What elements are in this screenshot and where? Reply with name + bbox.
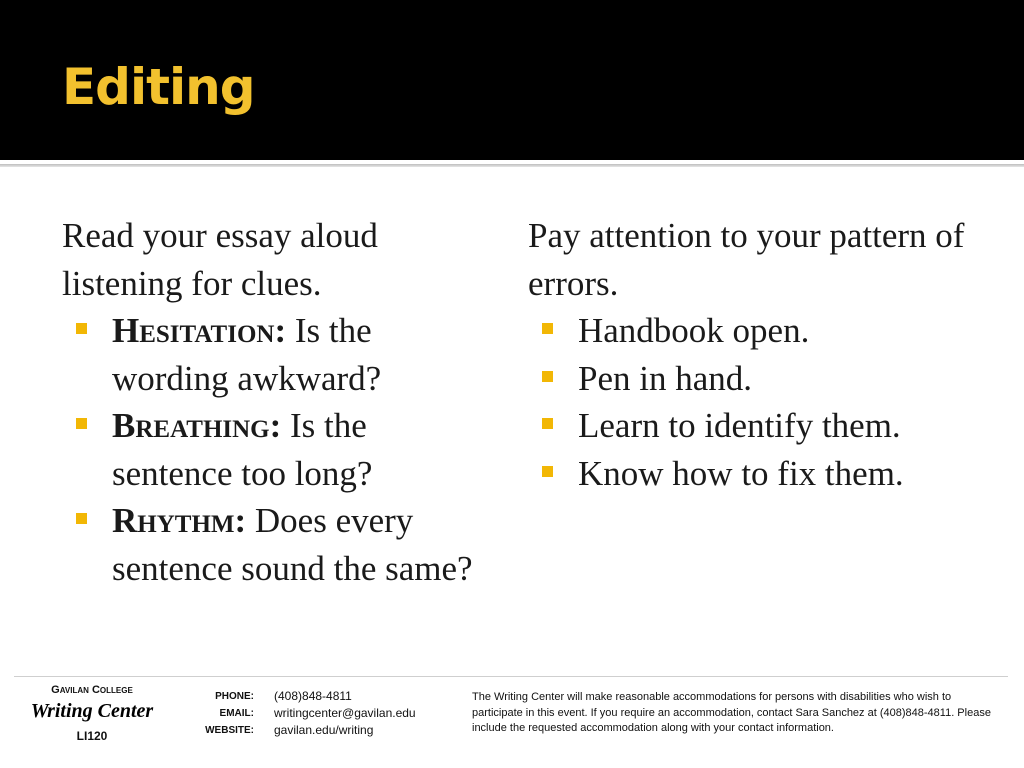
phone-label: PHONE: [215, 691, 254, 702]
list-item [528, 402, 988, 450]
right-column [528, 212, 988, 497]
left-lead-text: Read your essay aloud listening for clues. [62, 216, 378, 303]
left-column [62, 212, 482, 592]
square-bullet-icon [76, 418, 87, 429]
bullet-text: Know how to fix them. [578, 453, 904, 493]
writing-center-logo: Writing Center [30, 700, 154, 722]
list-item [62, 307, 482, 402]
accommodation-disclaimer: The Writing Center will make reasonable accommodations for persons with disabilities who wish to participate in this event. If you require an accommodation, contact Sara Sanchez at (408)848-4811. Please include the requested accommodation along with your contact information. [472, 691, 991, 734]
list-item [62, 497, 482, 592]
college-name: Gavilan College [51, 684, 133, 696]
bullet-text: Does every sentence sound the same? [112, 501, 473, 588]
list-item [528, 450, 988, 498]
bullet-text: Pen in hand. [578, 358, 753, 398]
square-bullet-icon [542, 323, 553, 334]
room-number: LI120 [76, 729, 108, 743]
bullet-text: Is the sentence too long? [112, 406, 373, 493]
contact-info [180, 688, 416, 739]
phone-value: (408)848-4811 [274, 689, 352, 703]
footer-divider [14, 676, 1008, 677]
website-row [180, 722, 416, 739]
square-bullet-icon [542, 371, 553, 382]
footer [0, 680, 1024, 768]
email-row [180, 705, 416, 722]
square-bullet-icon [542, 466, 553, 477]
title-divider [0, 164, 1024, 167]
list-item [528, 307, 988, 355]
bullet-term: Rhythm: [112, 501, 247, 540]
right-lead-text: Pay attention to your pattern of errors. [528, 216, 965, 303]
bullet-text: Is the wording awkward? [112, 311, 382, 398]
phone-row [180, 688, 416, 705]
bullet-text: Handbook open. [578, 311, 810, 350]
title-bar [0, 0, 1024, 160]
left-bullet-list [62, 307, 482, 592]
list-item [62, 402, 482, 497]
website-label: WEBSITE: [205, 725, 254, 736]
website-value: gavilan.edu/writing [274, 723, 374, 737]
slide-title: Editing [62, 58, 255, 116]
email-label: EMAIL: [219, 708, 254, 719]
bullet-text: Learn to identify them. [578, 406, 901, 445]
square-bullet-icon [76, 323, 87, 334]
list-item [528, 355, 988, 403]
right-bullet-list [528, 307, 988, 497]
email-value: writingcenter@gavilan.edu [274, 706, 416, 720]
bullet-term: Hesitation: [112, 311, 287, 350]
square-bullet-icon [76, 513, 87, 524]
square-bullet-icon [542, 418, 553, 429]
bullet-term: Breathing: [112, 406, 282, 445]
